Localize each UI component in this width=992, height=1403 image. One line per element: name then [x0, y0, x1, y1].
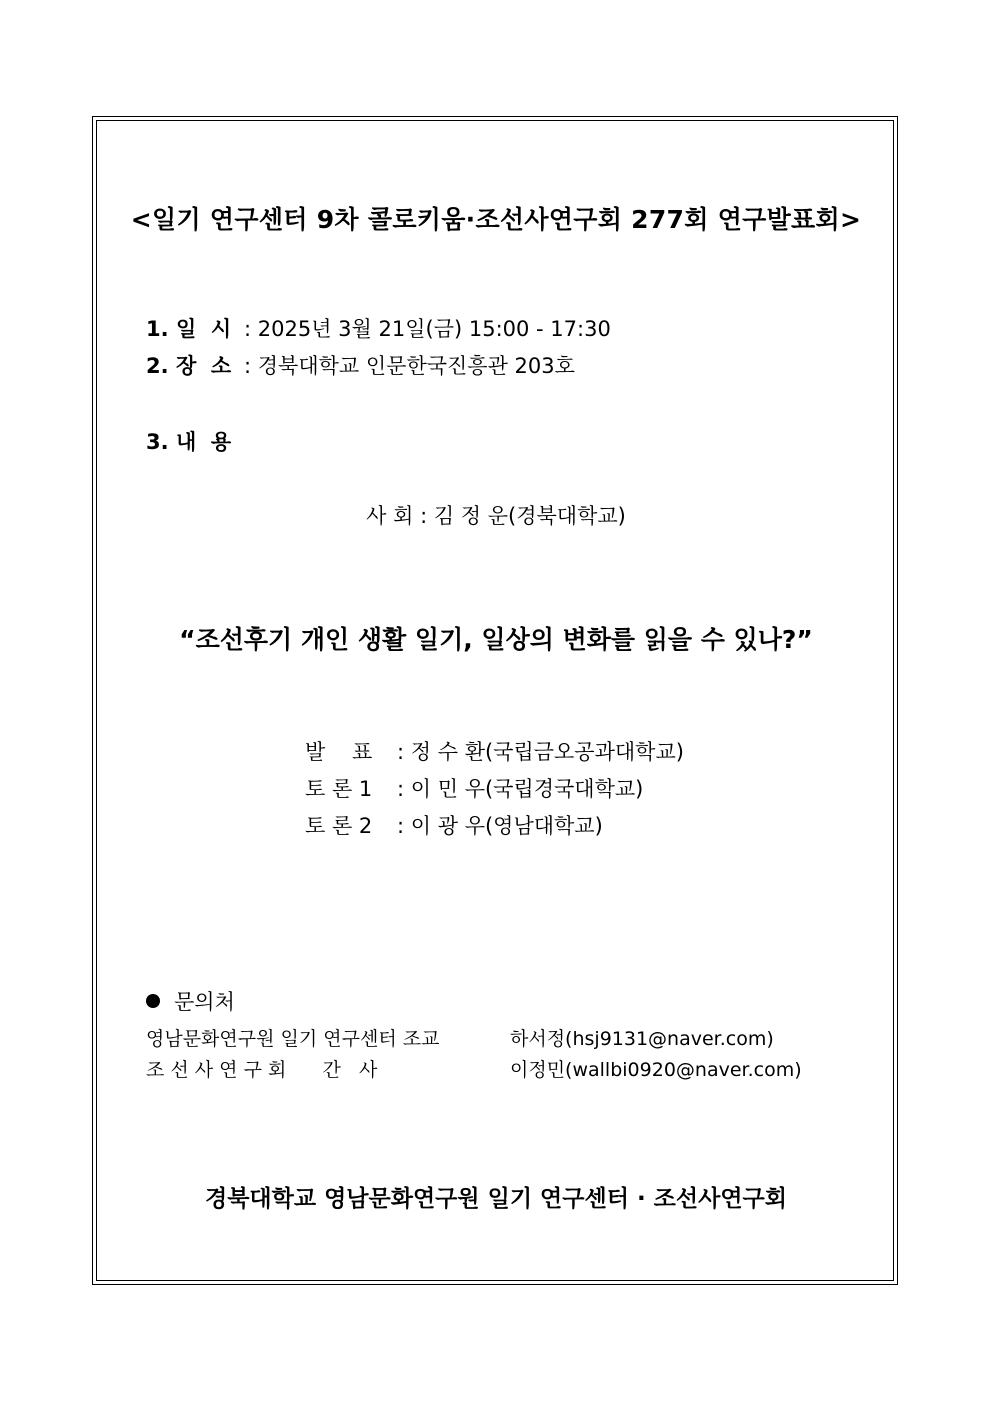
role-value: 이 민 우(국립경국대학교) [410, 777, 644, 801]
contact-row [146, 1024, 774, 1051]
item-number: 2. [146, 354, 169, 378]
role-separator: : [397, 740, 405, 764]
presentation-topic: “조선후기 개인 생활 일기, 일상의 변화를 읽을 수 있나?” [179, 625, 813, 654]
contact-heading-label: 문의처 [174, 990, 235, 1014]
item-label: 장 소 [176, 354, 232, 378]
item-separator: : [244, 354, 252, 378]
role-discussant-1 [305, 773, 643, 803]
role-separator: : [397, 814, 405, 838]
contact-heading [146, 986, 235, 1016]
contact-org: 조 선 사 연 구 회 간 사 [146, 1059, 378, 1081]
role-value: 이 광 우(영남대학교) [410, 814, 603, 838]
item-label: 일 시 [176, 317, 232, 341]
role-label: 발 표 [305, 740, 373, 764]
item-value: 2025년 3월 21일(금) 15:00 - 17:30 [257, 317, 611, 341]
role-label: 토 론 1 [305, 777, 373, 801]
moderator-line: 사 회 : 김 정 운(경북대학교) [366, 504, 626, 528]
role-label: 토 론 2 [305, 814, 373, 838]
info-item-venue [146, 350, 575, 380]
info-item-datetime [146, 313, 611, 343]
page-border-inner [96, 120, 894, 1281]
contact-person: 이정민(wallbi0920@naver.com) [510, 1059, 802, 1081]
bullet-icon [146, 994, 160, 1008]
role-separator: : [397, 777, 405, 801]
item-separator: : [244, 317, 252, 341]
item-number: 1. [146, 317, 169, 341]
item-number: 3. [146, 430, 169, 454]
item-value: 경북대학교 인문한국진흥관 203호 [257, 354, 575, 378]
role-discussant-2 [305, 810, 603, 840]
document-title: <일기 연구센터 9차 콜로키움·조선사연구회 277회 연구발표회> [130, 205, 862, 234]
contact-person: 하서정(hsj9131@naver.com) [510, 1028, 774, 1050]
role-presenter [305, 736, 684, 766]
contact-row [146, 1055, 802, 1082]
contact-org: 영남문화연구원 일기 연구센터 조교 [146, 1028, 440, 1050]
organizer-footer: 경북대학교 영남문화연구원 일기 연구센터 · 조선사연구회 [204, 1186, 787, 1212]
role-value: 정 수 환(국립금오공과대학교) [410, 740, 684, 764]
info-item-content [146, 426, 244, 456]
item-label: 내 용 [176, 430, 232, 454]
